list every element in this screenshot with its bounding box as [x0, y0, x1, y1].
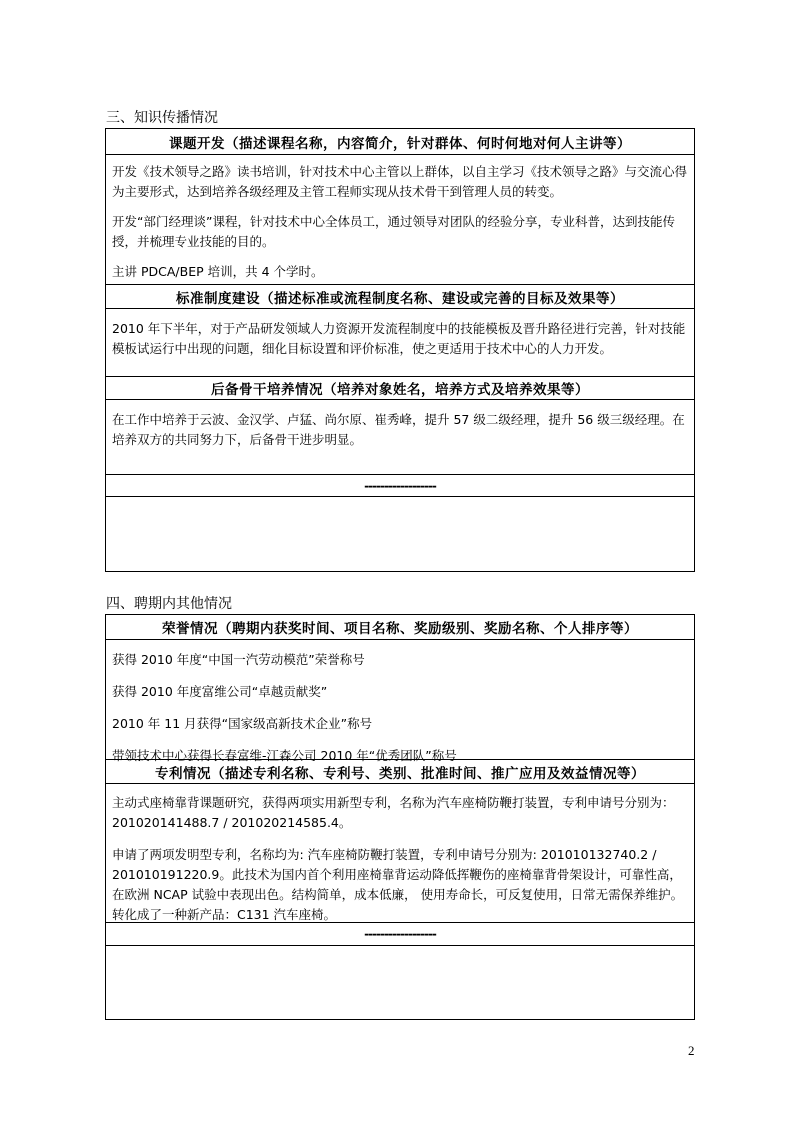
separator-row: ------------------ [106, 922, 694, 946]
standard-system-content [106, 319, 694, 359]
honor-content [106, 650, 694, 766]
course-paragraph-3: 主讲 PDCA/BEP 培训，共 4 个学时。 [112, 264, 324, 279]
knowledge-table [105, 128, 695, 572]
reserve-paragraph: 在工作中培养于云波、金汉学、卢猛、尚尔原、崔秀峰，提升 57 级二级经理，提升 56 级三级经理。在培养双方的共同努力下，后备骨干进步明显。 [112, 412, 685, 447]
course-development-header: 课题开发（描述课程名称，内容简介，针对群体、何时何地对何人主讲等） [106, 129, 694, 155]
patent-header: 专利情况（描述专利名称、专利号、类别、批准时间、推广应用及效益情况等） [106, 759, 694, 784]
honor-item: 获得 2010 年度“中国一汽劳动模范”荣誉称号 [112, 652, 365, 667]
patent-content [106, 793, 694, 925]
section-4-title: 四、聘期内其他情况 [106, 596, 232, 612]
course-development-content [106, 162, 694, 282]
separator-row: ------------------ [106, 474, 694, 497]
honor-item: 获得 2010 年度富维公司“卓越贡献奖” [112, 684, 328, 699]
honor-header: 荣誉情况（聘期内获奖时间、项目名称、奖励级别、奖励名称、个人排序等） [106, 615, 694, 640]
standard-system-header: 标准制度建设（描述标准或流程制度名称、建设或完善的目标及效果等） [106, 284, 694, 309]
patent-paragraph-1: 主动式座椅靠背课题研究，获得两项实用新型专利，名称为汽车座椅防鞭打装置，专利申请号分别为： 201020141488.7 / 201020214585.4。 [112, 795, 675, 830]
patent-paragraph-2: 申请了两项发明型专利，名称均为: 汽车座椅防鞭打装置，专利申请号分别为: 201010132740.2 / 201010191220.9。此技术为国内首个利用座椅靠背运动降低挥鞭伤的座椅靠背骨架设计，可靠性高，在欧洲 NCAP 试验中表现出色。结构简单，成本低廉， 使用寿命长，可反复使用，日常无需保养维护。转化成了一种新产品：C131 汽车座椅。 [112, 847, 684, 922]
course-paragraph-1: 开发《技术领导之路》读书培训，针对技术中心主管以上群体，以自主学习《技术领导之路》与交流心得为主要形式，达到培养各级经理及主管工程师实现从技术骨干到管理人员的转变。 [112, 164, 688, 199]
other-info-table [105, 614, 695, 1020]
course-paragraph-2: 开发“部门经理谈”课程，针对技术中心全体员工，通过领导对团队的经验分享，专业科普，达到技能传授，并梳理专业技能的目的。 [112, 214, 675, 249]
honor-item: 带领技术中心获得长春富维-江森公司 2010 年“优秀团队”称号 [112, 748, 457, 763]
standard-paragraph: 2010 年下半年，对于产品研发领域人力资源开发流程制度中的技能模板及晋升路径进行完善，针对技能模板试运行中出现的问题，细化目标设置和评价标准，使之更适用于技术中心的人力开发。 [112, 321, 686, 356]
honor-item: 2010 年 11 月获得“国家级高新技术企业”称号 [112, 716, 373, 731]
section-3-title: 三、知识传播情况 [106, 110, 218, 126]
reserve-talent-content [106, 410, 694, 450]
page-number: 2 [688, 1043, 695, 1058]
reserve-talent-header: 后备骨干培养情况（培养对象姓名，培养方式及培养效果等） [106, 376, 694, 400]
